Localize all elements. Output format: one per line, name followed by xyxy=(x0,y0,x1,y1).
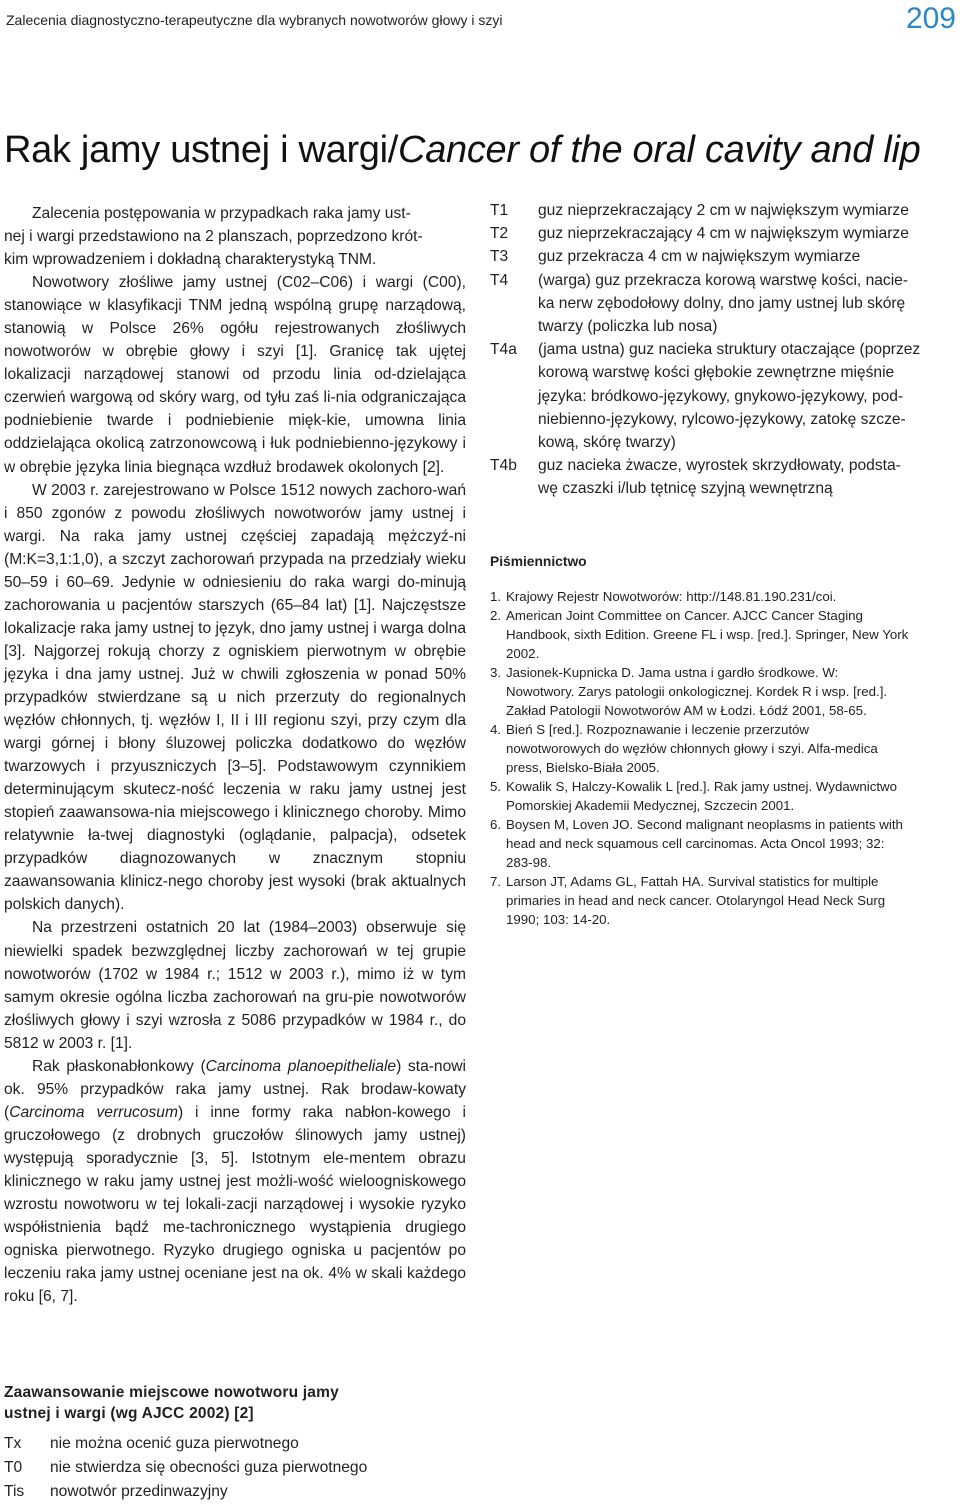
reference-item xyxy=(490,815,958,872)
tnm-code: T3 xyxy=(490,248,509,266)
staging-text: nie można ocenić guza pierwotnego xyxy=(50,1435,299,1452)
staging-row xyxy=(4,1456,466,1480)
tnm-code: T4b xyxy=(490,457,517,475)
text-run: ) i inne formy raka nabłon-kowego i gruczołowego (z drobnych gruczołów ślinowych jamy ustnej) występują sporadycznie [3, 5]. Istotnym ele-mentem obrazu klinicznego w raku jamy ustnej jest możli-wość wieloogniskowego wzrostu nowotworu w tej lokali-zacji narządowej i wysokie ryzyko współistnienia bądź me-tachronicznego wystąpienia drugiego ogniska pierwotnego. Ryzyko drugiego ogniska u pacjentów po leczeniu raka jamy ustnej oceniane jest na ok. 4% w skali każdego roku [6, 7]. xyxy=(4,1103,467,1306)
staging-section xyxy=(4,1382,466,1504)
body-paragraph: Na przestrzeni ostatnich 20 lat (1984–2003) obserwuje się niewielki spadek bezwzględnej liczby zachorowań w tej grupie nowotworów (1702 w 1984 r.; 1512 w 2003 r.), mimo iż w tym samym okresie ogólna liczba zachorowań na gru-pie nowotworów złośliwych głowy i szyi wzrosła z 5086 przypadków w 1984 r., do 5812 w 2003 r. [1]. xyxy=(4,919,466,1052)
body-paragraph: W 2003 r. zarejestrowano w Polsce 1512 nowych zachoro-wań i 850 zgonów z powodu złośliwych nowotworów jamy ustnej i wargi. Na raka jamy ustnej częściej zapadają mężczyź-ni (M:K=3,1:1,0), a szczyt zachorowań przypada na przedziały wieku 50–59 i 60–69. Jedynie w odniesieniu do raka wargi do-minują zachorowania u pacjentów starszych (65–84 lat) [1]. Najczęstsze lokalizacje raka jamy ustnej to język, dno jamy ustnej i warga dolna [3]. Najgorzej rokują chorzy z ogniskiem pierwotnym w obrębie języka i dna jamy ustnej. Już w chwili zgłoszenia w ponad 50% przypadków stwierdzane są u nich przerzuty do regionalnych węzłów chłonnych, tj. węzłów I, II i III regionu szyi, przy czym dla wargi górnej i błony śluzowej policzka dodatkowo do węzłów twarzowych i przyuszniczych [3–5]. Podstawowym czynnikiem determinującym skutecz-ność leczenia w raku jamy ustnej jest stopień zaawansowa-nia miejscowego i klinicznego choroby. Mimo relatywnie ła-twej diagnostyki (oglądanie, palpacja), odsetek przypadków diagnozowanych w znacznym stopniu zaawansowania klinicz-nego choroby jest wysoki (brak aktualnych polskich danych). xyxy=(4,481,466,914)
reference-item xyxy=(490,587,958,606)
tnm-row xyxy=(490,222,958,245)
tnm-description: guz nieprzekraczający 4 cm w największym wymiarze xyxy=(538,225,909,243)
reference-text: American Joint Committee on Cancer. AJCC Cancer Staging Handbook, sixth Edition. Greene FL i wsp. [red.]. Springer, New York 2002. xyxy=(506,608,909,661)
reference-text: Boysen M, Loven JO. Second malignant neoplasms in patients with head and neck squamous cell carcinomas. Acta Oncol 1993; 32: 283-98. xyxy=(506,817,903,870)
reference-number: 6. xyxy=(490,817,502,832)
tnm-description: guz przekracza 4 cm w największym wymiarze xyxy=(538,248,861,266)
page-number: 209 xyxy=(905,2,956,35)
reference-number: 7. xyxy=(490,874,502,889)
latin-term: Carcinoma verrucosum xyxy=(9,1103,178,1121)
staging-heading: Zaawansowanie miejscowe nowotworu jamy ustnej i wargi (wg AJCC 2002) [2] xyxy=(4,1384,339,1422)
tnm-code: T4a xyxy=(490,341,517,359)
staging-row xyxy=(4,1432,466,1456)
tnm-description: (warga) guz przekracza korową warstwę kości, nacie- ka nerw zębodołowy dolny, dno jamy ustnej lub skórę twarzy (policzka lub nosa) xyxy=(538,271,909,336)
reference-text: Krajowy Rejestr Nowotworów: http://148.81.190.231/coi. xyxy=(506,589,837,604)
tnm-row xyxy=(490,454,958,500)
reference-text: Bień S [red.]. Rozpoznawanie i leczenie przerzutów nowotworowych do węzłów chłonnych głowy i szyi. Alfa-medica press, Bielsko-Biała 2005. xyxy=(506,722,878,775)
reference-number: 1. xyxy=(490,589,502,604)
tnm-code: T1 xyxy=(490,202,509,219)
tnm-row xyxy=(490,245,958,268)
reference-item xyxy=(490,663,958,720)
staging-code: Tis xyxy=(4,1483,25,1500)
page-header xyxy=(0,0,960,42)
staging-code: Tx xyxy=(4,1435,22,1452)
tnm-description: (jama ustna) guz nacieka struktury otaczające (poprzez korową warstwę kości głębokie zewnętrzne mięśnie języka: bródkowo-językowy, gnykowo-językowy, pod- niebienno-językowy, rylcowo-językowy, zatokę szcze- kową, skórę twarzy) xyxy=(538,341,921,452)
body-text xyxy=(4,202,466,1308)
reference-item xyxy=(490,720,958,777)
tnm-description: guz nieprzekraczający 2 cm w największym wymiarze xyxy=(538,202,909,219)
references-heading: Piśmiennictwo xyxy=(490,554,587,569)
intro-paragraph: Zalecenia postępowania w przypadkach raka jamy ust- nej i wargi przedstawiono na 2 planszach, poprzedzono krót- kim wprowadzeniem i dokładną charakterystyką TNM. xyxy=(4,205,423,269)
tnm-code: T2 xyxy=(490,225,509,243)
article-title xyxy=(4,129,920,172)
reference-number: 3. xyxy=(490,665,502,680)
staging-row xyxy=(4,1480,466,1504)
reference-number: 5. xyxy=(490,779,502,794)
reference-number: 2. xyxy=(490,608,502,623)
reference-text: Larson JT, Adams GL, Fattah HA. Survival statistics for multiple primaries in head and neck cancer. Otolaryngol Head Neck Surg 1990; 103: 14-20. xyxy=(506,874,886,927)
tnm-code: T4 xyxy=(490,271,509,289)
title-english: Cancer of the oral cavity and lip xyxy=(398,129,921,172)
staging-code: T0 xyxy=(4,1459,23,1476)
title-polish: Rak jamy ustnej i wargi/ xyxy=(4,129,399,172)
text-run: Rak płaskonabłonkowy ( xyxy=(32,1057,206,1075)
reference-item xyxy=(490,606,958,663)
tnm-description: guz nacieka żwacze, wyrostek skrzydłowaty, podsta- wę czaszki i/lub tętnicę szyjną wewnętrzną xyxy=(538,457,901,498)
body-paragraph xyxy=(4,1055,466,1309)
references-section xyxy=(490,553,958,929)
tnm-row xyxy=(490,338,958,454)
tnm-row xyxy=(490,269,958,339)
tnm-row xyxy=(490,199,958,222)
running-title: Zalecenia diagnostyczno-terapeutyczne dla wybranych nowotworów głowy i szyi xyxy=(6,12,503,28)
staging-text: nie stwierdza się obecności guza pierwotnego xyxy=(50,1459,368,1476)
reference-text: Jasionek-Kupnicka D. Jama ustna i gardło środkowe. W: Nowotwory. Zarys patologii onkologicznej. Kordek R i wsp. [red.]. Zakład Patologii Nowotworów AM w Łodzi. Łódź 2001, 58-65. xyxy=(506,665,888,718)
staging-text: nowotwór przedinwazyjny xyxy=(50,1483,228,1500)
reference-item xyxy=(490,872,958,929)
reference-text: Kowalik S, Halczy-Kowalik L [red.]. Rak jamy ustnej. Wydawnictwo Pomorskiej Akademii Medycznej, Szczecin 2001. xyxy=(506,779,898,813)
text-run: ) sta-nowi ok. 95% przypadków raka jamy ustnej. Rak brodaw-kowaty ( xyxy=(4,1057,467,1121)
latin-term: Carcinoma planoepitheliale xyxy=(205,1057,397,1075)
tnm-definitions xyxy=(490,199,958,501)
reference-number: 4. xyxy=(490,722,502,737)
body-paragraph: Nowotwory złośliwe jamy ustnej (C02–C06) i wargi (C00), stanowiące w klasyfikacji TNM jedną wspólną grupę narządową, stanowią w Polsce 26% ogółu rejestrowanych złośliwych nowotworów w obrębie głowy i szyi [1]. Granicę tak ujętej lokalizacji narządowej stanowi od przodu linia od-dzielająca czerwień wargową od skóry warg, od tyłu zaś li-nia odgraniczająca podniebienie twarde i podniebienie mięk-kie, umowna linia oddzielająca okolicą zatrzonowcową i łuk podniebienno-językowy i w obrębie języka linia biegnąca wzdłuż brodawek okolonych [2]. xyxy=(4,274,466,476)
reference-item xyxy=(490,777,958,815)
